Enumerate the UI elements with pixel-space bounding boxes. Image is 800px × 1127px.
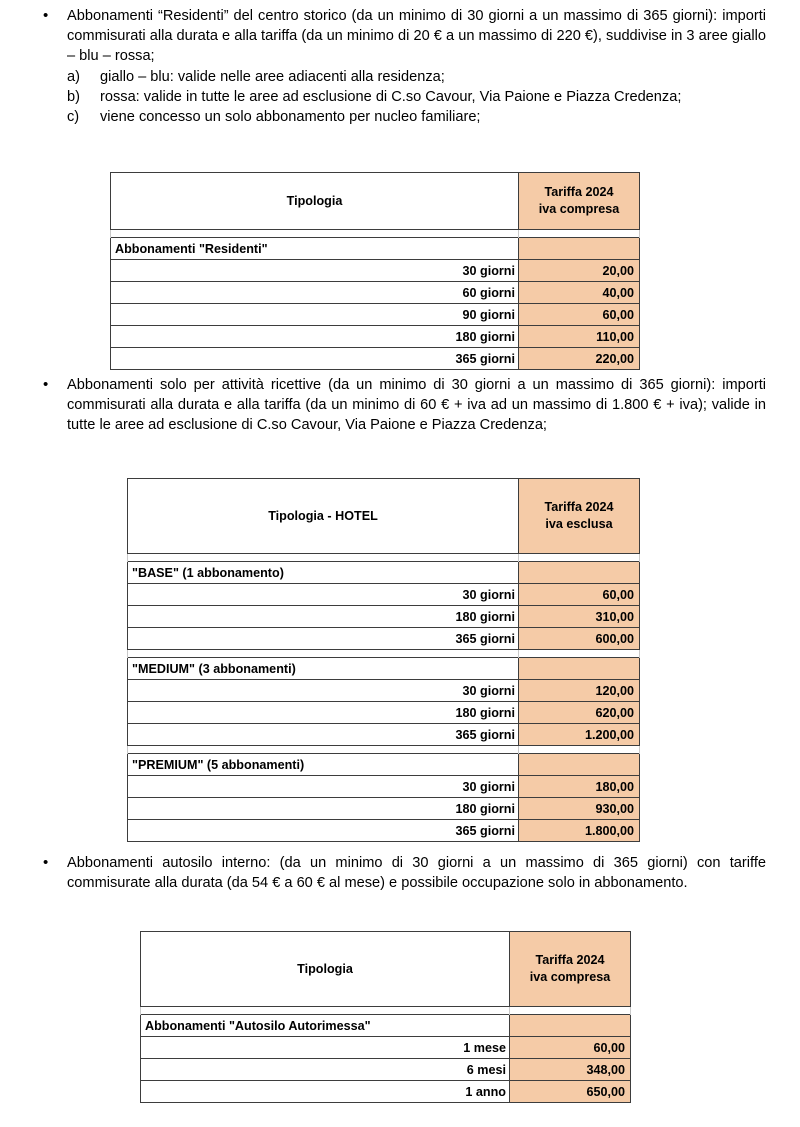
row-value: 110,00 [519, 326, 640, 348]
row-label: 365 giorni [128, 820, 519, 842]
paragraph-ricettive: Abbonamenti solo per attività ricettive (da un minimo di 30 giorni a un massimo di 365 giorni): importi commisurati alla durata e alla tariffa (da un minimo di 60 € + iva ad un massimo di 1.800 € + iva); valide in tutte le aree ad esclusione di C.so Cavour, Via Paione e Piazza Credenza; [67, 377, 766, 434]
spacer-cell-right [519, 746, 640, 754]
row-value: 930,00 [519, 798, 640, 820]
group-label-value-empty [519, 238, 640, 260]
row-value: 310,00 [519, 606, 640, 628]
bullet-icon: • [43, 7, 49, 24]
row-label: 6 mesi [141, 1059, 510, 1081]
section-residenti [0, 6, 800, 127]
table-row [111, 348, 640, 370]
header-tariffa-line2: iva compresa [529, 970, 611, 984]
table-row [128, 584, 640, 606]
table-row [128, 798, 640, 820]
table-row [141, 1081, 631, 1103]
section-autosilo [0, 853, 800, 893]
paragraph-autosilo: Abbonamenti autosilo interno: (da un minimo di 30 giorni a un massimo di 365 giorni) con tariffe commisurate alla durata (da 54 € a 60 € al mese) e possibile occupazione solo in abbonamento. [67, 855, 766, 892]
row-label: 30 giorni [111, 260, 519, 282]
row-value: 220,00 [519, 348, 640, 370]
row-value: 60,00 [519, 584, 640, 606]
group-label-base: "BASE" (1 abbonamento) [128, 562, 519, 584]
group-label-value-empty [519, 562, 640, 584]
row-label: 180 giorni [128, 606, 519, 628]
header-tariffa-line1: Tariffa 2024 [544, 500, 614, 514]
table-row [128, 680, 640, 702]
row-label: 30 giorni [128, 776, 519, 798]
table-row [111, 260, 640, 282]
spacer-cell-right [519, 230, 640, 238]
table-row-group-label [111, 238, 640, 260]
table-spacer-row [111, 230, 640, 238]
sub-item-a-text: giallo – blu: valide nelle aree adiacenti alla residenza; [100, 68, 445, 85]
row-label: 180 giorni [128, 798, 519, 820]
spacer-cell-left [128, 554, 519, 562]
row-label: 1 mese [141, 1037, 510, 1059]
header-tipologia: Tipologia [141, 932, 510, 1007]
sub-item-c-letter: c) [67, 109, 80, 126]
row-label: 365 giorni [128, 724, 519, 746]
row-label: 30 giorni [128, 584, 519, 606]
table-row [128, 820, 640, 842]
spacer-cell-right [519, 650, 640, 658]
table-row-group-label [128, 658, 640, 680]
table-row-header [141, 932, 631, 1007]
sub-item-c-text: viene concesso un solo abbonamento per nucleo familiare; [100, 109, 481, 126]
header-tariffa [519, 479, 640, 554]
header-tariffa [510, 932, 631, 1007]
table-row [128, 776, 640, 798]
spacer-cell-left [128, 746, 519, 754]
row-value: 650,00 [510, 1081, 631, 1103]
sub-list-residenti [67, 67, 766, 128]
row-label: 1 anno [141, 1081, 510, 1103]
header-tipologia: Tipologia [111, 173, 519, 230]
row-label: 180 giorni [128, 702, 519, 724]
spacer-cell-left [111, 230, 519, 238]
section-ricettive [0, 375, 800, 436]
sub-item-a [67, 67, 766, 87]
row-value: 620,00 [519, 702, 640, 724]
row-value: 60,00 [519, 304, 640, 326]
table-spacer-row [141, 1007, 631, 1015]
table-row [111, 304, 640, 326]
group-label-premium: "PREMIUM" (5 abbonamenti) [128, 754, 519, 776]
header-tariffa-line1: Tariffa 2024 [544, 185, 614, 199]
table-row-group-label [128, 562, 640, 584]
group-label-value-empty [519, 754, 640, 776]
sub-item-a-letter: a) [67, 68, 80, 85]
header-tariffa-line1: Tariffa 2024 [535, 953, 605, 967]
sub-item-b-letter: b) [67, 88, 80, 105]
row-label: 60 giorni [111, 282, 519, 304]
table-spacer-row [128, 746, 640, 754]
row-value: 120,00 [519, 680, 640, 702]
header-tipologia-hotel: Tipologia - HOTEL [128, 479, 519, 554]
group-label-residenti: Abbonamenti "Residenti" [111, 238, 519, 260]
table-row [128, 606, 640, 628]
paragraph-residenti: Abbonamenti “Residenti” del centro storico (da un minimo di 30 giorni a un massimo di 365 giorni): importi commisurati alla durata e alla tariffa (da un minimo di 20 € a un massimo di 220 €), suddivise in 3 aree giallo – blu – rossa; [67, 8, 766, 65]
spacer-cell-left [141, 1007, 510, 1015]
table-row [128, 702, 640, 724]
table-row [141, 1037, 631, 1059]
table-row [141, 1059, 631, 1081]
group-label-autosilo: Abbonamenti "Autosilo Autorimessa" [141, 1015, 510, 1037]
group-label-value-empty [510, 1015, 631, 1037]
header-tariffa-line2: iva esclusa [545, 517, 613, 531]
table-residenti [110, 172, 640, 370]
table-spacer-row [128, 554, 640, 562]
row-label: 365 giorni [111, 348, 519, 370]
table-row-header [111, 173, 640, 230]
bullet-icon: • [43, 854, 49, 871]
row-label: 90 giorni [111, 304, 519, 326]
sub-item-c [67, 107, 766, 127]
row-value: 1.200,00 [519, 724, 640, 746]
group-label-value-empty [519, 658, 640, 680]
row-value: 20,00 [519, 260, 640, 282]
spacer-cell-right [519, 554, 640, 562]
row-value: 348,00 [510, 1059, 631, 1081]
sub-item-b [67, 87, 766, 107]
sub-item-b-text: rossa: valide in tutte le aree ad esclusione di C.so Cavour, Via Paione e Piazza Credenza; [100, 88, 682, 105]
row-value: 180,00 [519, 776, 640, 798]
row-label: 365 giorni [128, 628, 519, 650]
table-row [128, 628, 640, 650]
table-row-group-label [141, 1015, 631, 1037]
table-row-group-label [128, 754, 640, 776]
row-label: 30 giorni [128, 680, 519, 702]
table-row-header [128, 479, 640, 554]
row-value: 1.800,00 [519, 820, 640, 842]
header-tariffa [519, 173, 640, 230]
row-label: 180 giorni [111, 326, 519, 348]
spacer-cell-left [128, 650, 519, 658]
table-row [111, 326, 640, 348]
row-value: 600,00 [519, 628, 640, 650]
bullet-icon: • [43, 376, 49, 393]
table-hotel [127, 478, 640, 842]
row-value: 40,00 [519, 282, 640, 304]
row-value: 60,00 [510, 1037, 631, 1059]
spacer-cell-right [510, 1007, 631, 1015]
header-tariffa-line2: iva compresa [538, 202, 620, 216]
table-row [128, 724, 640, 746]
table-autosilo [140, 931, 631, 1103]
table-spacer-row [128, 650, 640, 658]
group-label-medium: "MEDIUM" (3 abbonamenti) [128, 658, 519, 680]
table-row [111, 282, 640, 304]
